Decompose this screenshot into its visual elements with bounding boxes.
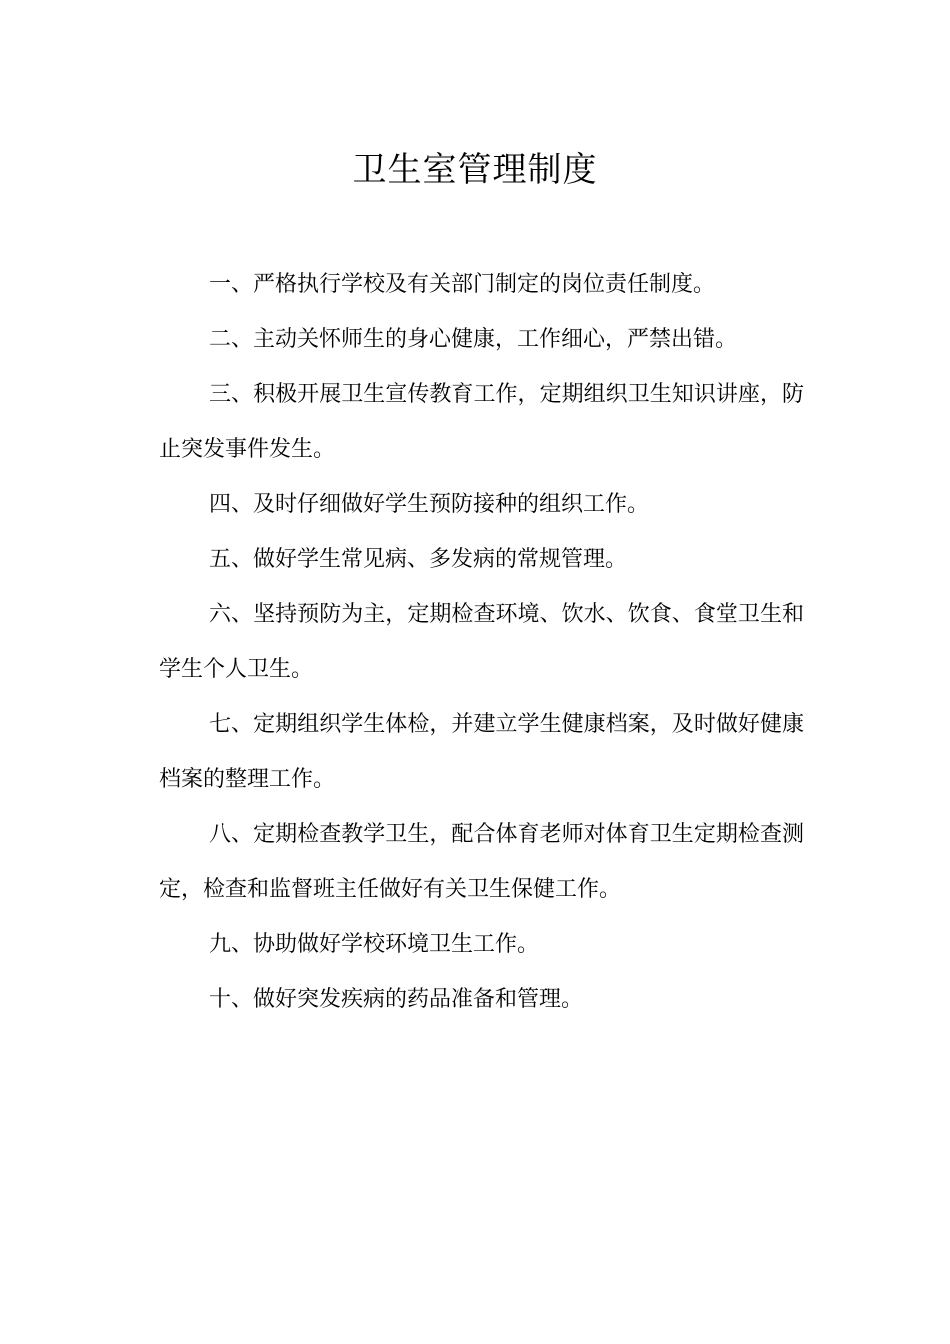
paragraph-2: 二、主动关怀师生的身心健康，工作细心，严禁出错。 [209,327,738,352]
document-body [159,257,804,1027]
paragraph-5: 五、做好学生常见病、多发病的常规管理。 [209,547,628,572]
paragraph-8: 八、定期检查教学卫生，配合体育老师对体育卫生定期检查测定，检查和监督班主任做好有关卫生保健工作。 [159,822,804,902]
paragraph-7: 七、定期组织学生体检，并建立学生健康档案，及时做好健康档案的整理工作。 [159,712,804,792]
document-title: 卫生室管理制度 [352,150,598,190]
paragraph-10: 十、做好突发疾病的药品准备和管理。 [209,987,584,1012]
paragraph-1: 一、严格执行学校及有关部门制定的岗位责任制度。 [209,272,716,297]
paragraph-6: 六、坚持预防为主，定期检查环境、饮水、饮食、食堂卫生和学生个人卫生。 [159,602,804,682]
paragraph-9: 九、协助做好学校环境卫生工作。 [209,932,540,957]
paragraph-4: 四、及时仔细做好学生预防接种的组织工作。 [209,492,650,517]
paragraph-3: 三、积极开展卫生宣传教育工作，定期组织卫生知识讲座，防止突发事件发生。 [159,382,804,462]
